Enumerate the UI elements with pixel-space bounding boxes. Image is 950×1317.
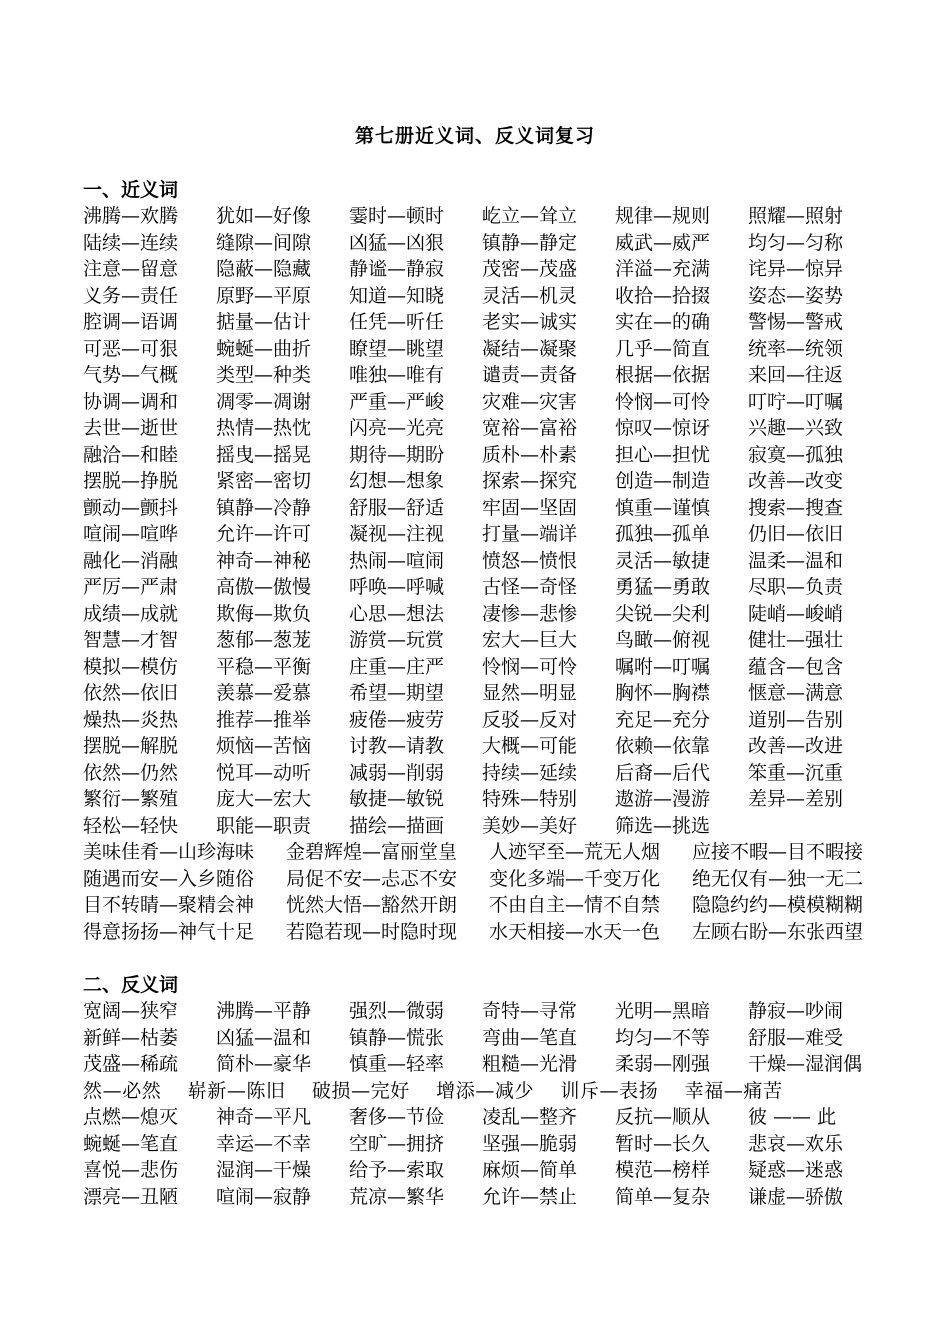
word-pair: 暂时—长久 — [615, 1132, 711, 1155]
word-pair: 后裔—后代 — [615, 761, 711, 784]
word-pair: 摇曳—摇晃 — [216, 443, 312, 466]
word-pair: 慎重—轻率 — [349, 1053, 445, 1075]
word-pair: 慎重—谨慎 — [615, 496, 711, 519]
word-pair: 静谧—静寂 — [349, 258, 445, 280]
word-pair: 敏捷—敏锐 — [349, 788, 445, 810]
word-pair: 庄重—庄严 — [349, 655, 445, 678]
word-pair: 镇静—静定 — [482, 231, 578, 254]
word-pair: 蕴含—包含 — [748, 655, 844, 678]
word-pair: 期待—期盼 — [349, 443, 445, 466]
page-title: 第七册近义词、反义词复习 — [354, 125, 595, 147]
word-pair: 烦恼—苦恼 — [216, 735, 312, 757]
word-pair: 灵活—敏捷 — [615, 549, 711, 572]
word-pair: 诧异—惊异 — [748, 258, 844, 280]
word-pair: 持续—延续 — [482, 761, 578, 784]
word-pair: 胸怀—胸襟 — [615, 682, 711, 704]
antonym-wrap-line: 然—必然 崭新—陈旧 破损—完好 增添—减少 训斥—表扬 幸福—痛苦 — [83, 1080, 783, 1102]
word-pair: 反抗—顺从 — [615, 1106, 711, 1128]
word-pair: 平稳—平衡 — [216, 655, 312, 678]
word-pair: 创造—制造 — [615, 470, 711, 492]
word-pair: 质朴—朴素 — [482, 443, 578, 466]
word-pair: 类型—种类 — [216, 364, 312, 386]
word-pair: 干燥—湿润偶 — [748, 1053, 863, 1075]
word-pair: 茂密—茂盛 — [482, 258, 578, 280]
word-pair: 孤独—孤单 — [615, 523, 711, 545]
word-pair: 融化—消融 — [83, 549, 179, 572]
word-pair: 任凭—听任 — [349, 311, 445, 333]
word-pair: 成绩—成就 — [83, 602, 179, 625]
word-pair: 模拟—模仿 — [83, 655, 179, 678]
word-pair: 高傲—傲慢 — [216, 576, 312, 598]
word-pair: 不由自主—情不自禁 — [489, 894, 661, 916]
word-pair: 温柔—温和 — [748, 549, 844, 572]
word-pair: 统率—统领 — [748, 337, 844, 360]
word-pair: 惬意—满意 — [748, 682, 844, 704]
word-pair: 陆续—连续 — [83, 231, 179, 254]
word-pair: 均匀—不等 — [615, 1026, 711, 1049]
word-pair: 随遇而安—入乡随俗 — [83, 867, 255, 890]
word-pair: 繁衍—繁殖 — [83, 788, 179, 810]
word-pair: 遨游—漫游 — [615, 788, 711, 810]
word-pair: 喧闹—寂静 — [216, 1185, 312, 1208]
word-pair: 霎时—顿时 — [349, 205, 445, 227]
word-pair: 坚强—脆弱 — [482, 1132, 578, 1155]
word-pair: 掂量—估计 — [216, 311, 312, 333]
word-pair: 简朴—豪华 — [216, 1053, 312, 1075]
word-pair: 职能—职责 — [216, 814, 312, 837]
word-pair: 凄惨—悲惨 — [482, 602, 578, 625]
word-pair: 奢侈—节俭 — [349, 1106, 445, 1128]
word-pair: 怜悯—可怜 — [482, 655, 578, 678]
word-pair: 欺侮—欺负 — [216, 602, 312, 625]
word-pair: 燥热—炎热 — [83, 708, 179, 731]
word-pair: 愤怒—愤恨 — [482, 549, 578, 572]
word-pair: 瞭望—眺望 — [349, 337, 445, 360]
word-pair: 希望—期望 — [349, 682, 445, 704]
word-pair: 蜿蜒—笔直 — [83, 1132, 179, 1155]
word-pair: 气势—气概 — [83, 364, 179, 386]
word-pair: 嘱咐—叮嘱 — [615, 655, 711, 678]
word-pair: 绝无仅有—独一无二 — [692, 867, 864, 890]
word-pair: 搜索—搜查 — [748, 496, 844, 519]
word-pair: 点燃—熄灭 — [83, 1106, 179, 1128]
word-pair: 陡峭—峻峭 — [748, 602, 844, 625]
word-pair: 协调—调和 — [83, 390, 179, 413]
word-pair: 若隐若现—时隐时现 — [286, 920, 458, 943]
word-pair: 紧密—密切 — [216, 470, 312, 492]
word-pair: 光明—黑暗 — [615, 1000, 711, 1022]
word-pair: 勇猛—勇敢 — [615, 576, 711, 598]
word-pair: 严重—严峻 — [349, 390, 445, 413]
word-pair: 沸腾—欢腾 — [83, 205, 179, 227]
word-pair: 闪亮—光亮 — [349, 417, 445, 439]
word-pair: 隐隐约约—模模糊糊 — [692, 894, 864, 916]
word-pair: 特殊—特别 — [482, 788, 578, 810]
word-pair: 喜悦—悲伤 — [83, 1159, 179, 1181]
word-pair: 宏大—巨大 — [482, 629, 578, 651]
word-pair: 神奇—神秘 — [216, 549, 312, 572]
word-pair: 新鲜—枯萎 — [83, 1026, 179, 1049]
word-pair: 规律—规则 — [615, 205, 711, 227]
word-pair: 允许—禁止 — [482, 1185, 578, 1208]
word-pair: 麻烦—简单 — [482, 1159, 578, 1181]
word-pair: 凌乱—整齐 — [482, 1106, 578, 1128]
word-pair: 笨重—沉重 — [748, 761, 844, 784]
word-pair: 仍旧—依旧 — [748, 523, 844, 545]
word-pair: 葱郁—葱茏 — [216, 629, 312, 651]
word-pair: 道别—告别 — [748, 708, 844, 731]
word-pair: 沸腾—平静 — [216, 1000, 312, 1022]
word-pair: 局促不安—忐忑不安 — [286, 867, 458, 890]
word-pair: 牢固—坚固 — [482, 496, 578, 519]
word-pair: 应接不暇—目不暇接 — [692, 841, 864, 863]
word-pair: 依然—仍然 — [83, 761, 179, 784]
word-pair: 人迹罕至—荒无人烟 — [489, 841, 661, 863]
word-pair: 水天相接—水天一色 — [489, 920, 661, 943]
word-pair: 改善—改进 — [748, 735, 844, 757]
word-pair: 美味佳肴—山珍海味 — [83, 841, 255, 863]
word-pair: 充足—充分 — [615, 708, 711, 731]
word-pair: 变化多端—千变万化 — [489, 867, 661, 890]
word-pair: 热闹—喧闹 — [349, 549, 445, 572]
word-pair: 尽职—负责 — [748, 576, 844, 598]
word-pair: 凝结—凝聚 — [482, 337, 578, 360]
word-pair: 荒凉—繁华 — [349, 1185, 445, 1208]
word-pair: 健壮—强壮 — [748, 629, 844, 651]
word-pair: 智慧—才智 — [83, 629, 179, 651]
word-pair: 义务—责任 — [83, 284, 179, 307]
word-pair: 舒服—难受 — [748, 1026, 844, 1049]
word-pair: 奇特—寻常 — [482, 1000, 578, 1022]
word-pair: 湿润—干燥 — [216, 1159, 312, 1181]
word-pair: 神奇—平凡 — [216, 1106, 312, 1128]
word-pair: 灵活—机灵 — [482, 284, 578, 307]
word-pair: 兴趣—兴致 — [748, 417, 844, 439]
word-pair: 来回—往返 — [748, 364, 844, 386]
word-pair: 姿态—姿势 — [748, 284, 844, 307]
word-pair: 喧闹—喧哗 — [83, 523, 179, 545]
word-pair: 改善—改变 — [748, 470, 844, 492]
word-pair: 唯独—唯有 — [349, 364, 445, 386]
word-pair: 目不转睛—聚精会神 — [83, 894, 255, 916]
word-pair: 羡慕—爱慕 — [216, 682, 312, 704]
word-pair: 谴责—责备 — [482, 364, 578, 386]
word-pair: 鸟瞰—俯视 — [615, 629, 711, 651]
word-pair: 打量—端详 — [482, 523, 578, 545]
word-pair: 庞大—宏大 — [216, 788, 312, 810]
word-pair: 热情—热忱 — [216, 417, 312, 439]
word-pair: 描绘—描画 — [349, 814, 445, 837]
word-pair: 几乎—简直 — [615, 337, 711, 360]
word-pair: 允许—许可 — [216, 523, 312, 545]
word-pair: 呼唤—呼喊 — [349, 576, 445, 598]
word-pair: 缝隙—间隙 — [216, 231, 312, 254]
word-pair: 金碧辉煌—富丽堂皇 — [286, 841, 458, 863]
word-pair: 疑惑—迷惑 — [748, 1159, 844, 1181]
word-pair: 漂亮—丑陋 — [83, 1185, 179, 1208]
word-pair: 探索—探究 — [482, 470, 578, 492]
synonyms-heading: 一、近义词 — [83, 179, 179, 201]
word-pair: 担心—担忧 — [615, 443, 711, 466]
word-pair: 宽裕—富裕 — [482, 417, 578, 439]
word-pair: 悲哀—欢乐 — [748, 1132, 844, 1155]
word-pair: 隐蔽—隐藏 — [216, 258, 312, 280]
word-pair: 宽阔—狭窄 — [83, 1000, 179, 1022]
word-pair: 凝视—注视 — [349, 523, 445, 545]
word-pair: 舒服—舒适 — [349, 496, 445, 519]
word-pair: 空旷—拥挤 — [349, 1132, 445, 1155]
word-pair: 弯曲—笔直 — [482, 1026, 578, 1049]
word-pair: 镇静—慌张 — [349, 1026, 445, 1049]
word-pair: 讨教—请教 — [349, 735, 445, 757]
word-pair: 筛选—挑选 — [615, 814, 711, 837]
word-pair: 美妙—美好 — [482, 814, 578, 837]
word-pair: 轻松—轻快 — [83, 814, 179, 837]
word-pair: 去世—逝世 — [83, 417, 179, 439]
word-pair: 摆脱—解脱 — [83, 735, 179, 757]
word-pair: 凶猛—凶狠 — [349, 231, 445, 254]
word-pair: 均匀—匀称 — [748, 231, 844, 254]
word-pair: 茂盛—稀疏 — [83, 1053, 179, 1075]
word-pair: 强烈—微弱 — [349, 1000, 445, 1022]
word-pair: 给予—索取 — [349, 1159, 445, 1181]
word-pair: 颤动—颤抖 — [83, 496, 179, 519]
word-pair: 疲倦—疲劳 — [349, 708, 445, 731]
word-pair: 粗糙—光滑 — [482, 1053, 578, 1075]
word-pair: 游赏—玩赏 — [349, 629, 445, 651]
word-pair: 大概—可能 — [482, 735, 578, 757]
word-pair: 可恶—可狠 — [83, 337, 179, 360]
word-pair: 洋溢—充满 — [615, 258, 711, 280]
word-pair: 腔调—语调 — [83, 311, 179, 333]
word-pair: 摆脱—挣脱 — [83, 470, 179, 492]
word-pair: 彼 —— 此 — [748, 1106, 837, 1128]
word-pair: 屹立—耸立 — [482, 205, 578, 227]
word-pair: 镇静—冷静 — [216, 496, 312, 519]
word-pair: 叮咛—叮嘱 — [748, 390, 844, 413]
word-pair: 照耀—照射 — [748, 205, 844, 227]
word-pair: 惊叹—惊讶 — [615, 417, 711, 439]
word-pair: 犹如—好像 — [216, 205, 312, 227]
word-pair: 知道—知晓 — [349, 284, 445, 307]
word-pair: 威武—威严 — [615, 231, 711, 254]
word-pair: 注意—留意 — [83, 258, 179, 280]
word-pair: 简单—复杂 — [615, 1185, 711, 1208]
word-pair: 实在—的确 — [615, 311, 711, 333]
word-pair: 静寂—吵闹 — [748, 1000, 844, 1022]
word-pair: 幻想—想象 — [349, 470, 445, 492]
word-pair: 左顾右盼—东张西望 — [692, 920, 864, 943]
word-pair: 严厉—严肃 — [83, 576, 179, 598]
word-pair: 灾难—灾害 — [482, 390, 578, 413]
word-pair: 心思—想法 — [349, 602, 445, 625]
word-pair: 依赖—依靠 — [615, 735, 711, 757]
word-pair: 幸运—不幸 — [216, 1132, 312, 1155]
word-pair: 原野—平原 — [216, 284, 312, 307]
word-pair: 收拾—拾掇 — [615, 284, 711, 307]
word-pair: 柔弱—刚强 — [615, 1053, 711, 1075]
word-pair: 根据—依据 — [615, 364, 711, 386]
word-pair: 警惕—警戒 — [748, 311, 844, 333]
word-pair: 恍然大悟—豁然开朗 — [286, 894, 458, 916]
word-pair: 依然—依旧 — [83, 682, 179, 704]
word-pair: 推荐—推举 — [216, 708, 312, 731]
word-pair: 融洽—和睦 — [83, 443, 179, 466]
word-pair: 老实—诚实 — [482, 311, 578, 333]
word-pair: 寂寞—孤独 — [748, 443, 844, 466]
word-pair: 得意扬扬—神气十足 — [83, 920, 255, 943]
word-pair: 尖锐—尖利 — [615, 602, 711, 625]
word-pair: 减弱—削弱 — [349, 761, 445, 784]
word-pair: 谦虚—骄傲 — [748, 1185, 844, 1208]
word-pair: 凋零—凋谢 — [216, 390, 312, 413]
word-pair: 反驳—反对 — [482, 708, 578, 731]
word-pair: 差异—差别 — [748, 788, 844, 810]
word-pair: 悦耳—动听 — [216, 761, 312, 784]
word-pair: 古怪—奇怪 — [482, 576, 578, 598]
word-pair: 凶猛—温和 — [216, 1026, 312, 1049]
word-pair: 显然—明显 — [482, 682, 578, 704]
word-pair: 模范—榜样 — [615, 1159, 711, 1181]
antonyms-heading: 二、反义词 — [83, 974, 179, 996]
word-pair: 蜿蜒—曲折 — [216, 337, 312, 360]
word-pair: 怜悯—可怜 — [615, 390, 711, 413]
